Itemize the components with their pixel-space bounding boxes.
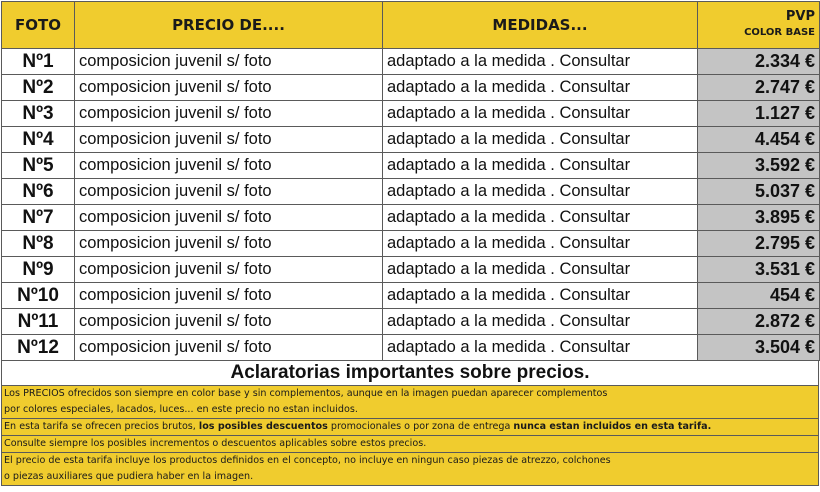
row-pvp-cell: 454 €: [698, 283, 820, 309]
row-medidas-cell: adaptado a la medida . Consultar: [383, 231, 698, 257]
row-medidas-cell: adaptado a la medida . Consultar: [383, 153, 698, 179]
row-foto-cell: Nº8: [2, 231, 75, 257]
note-1-line-2: por colores especiales, lacados, luces... en este precio no estan incluidos.: [4, 404, 358, 415]
table-row: [2, 205, 820, 231]
table-row: [2, 101, 820, 127]
notes-section: [1, 385, 819, 486]
row-medidas-cell: adaptado a la medida . Consultar: [383, 257, 698, 283]
row-precio-cell: composicion juvenil s/ foto: [75, 309, 383, 335]
row-precio-cell: composicion juvenil s/ foto: [75, 127, 383, 153]
price-table: [1, 1, 820, 361]
table-row: [2, 49, 820, 75]
row-foto-cell: Nº1: [2, 49, 75, 75]
row-foto-cell: Nº3: [2, 101, 75, 127]
row-pvp-cell: 2.334 €: [698, 49, 820, 75]
row-foto-cell: Nº10: [2, 283, 75, 309]
row-medidas-cell: adaptado a la medida . Consultar: [383, 75, 698, 101]
note-1: [1, 385, 819, 419]
row-foto-cell: Nº12: [2, 335, 75, 361]
row-foto-cell: Nº2: [2, 75, 75, 101]
table-row: [2, 179, 820, 205]
table-row: [2, 153, 820, 179]
row-medidas-cell: adaptado a la medida . Consultar: [383, 49, 698, 75]
header-pvp: [698, 2, 820, 49]
price-sheet: [1, 1, 819, 486]
row-medidas-cell: adaptado a la medida . Consultar: [383, 205, 698, 231]
table-row: [2, 283, 820, 309]
row-medidas-cell: adaptado a la medida . Consultar: [383, 127, 698, 153]
table-header-row: [2, 2, 820, 49]
header-precio: PRECIO DE....: [75, 2, 383, 49]
row-medidas-cell: adaptado a la medida . Consultar: [383, 283, 698, 309]
row-precio-cell: composicion juvenil s/ foto: [75, 49, 383, 75]
table-row: [2, 75, 820, 101]
row-foto-cell: Nº6: [2, 179, 75, 205]
row-foto-cell: Nº5: [2, 153, 75, 179]
row-pvp-cell: 4.454 €: [698, 127, 820, 153]
table-row: [2, 231, 820, 257]
header-pvp-label: PVP: [785, 9, 815, 24]
table-row: [2, 257, 820, 283]
row-pvp-cell: 3.895 €: [698, 205, 820, 231]
note-4-line-1: El precio de esta tarifa incluye los productos definidos en el concepto, no incluye en ningun caso piezas de atrezzo, colchones: [4, 455, 611, 466]
table-row: [2, 335, 820, 361]
row-pvp-cell: 3.531 €: [698, 257, 820, 283]
row-pvp-cell: 2.872 €: [698, 309, 820, 335]
row-precio-cell: composicion juvenil s/ foto: [75, 283, 383, 309]
row-foto-cell: Nº9: [2, 257, 75, 283]
header-color-base-label: COLOR BASE: [744, 27, 815, 38]
row-foto-cell: Nº4: [2, 127, 75, 153]
notes-title: Aclaratorias importantes sobre precios.: [1, 361, 819, 385]
row-foto-cell: Nº7: [2, 205, 75, 231]
note-3: Consulte siempre los posibles incrementos o descuentos aplicables sobre estos precios.: [1, 436, 819, 453]
note-2-bold-descuentos: los posibles descuentos: [198, 421, 328, 432]
row-pvp-cell: 5.037 €: [698, 179, 820, 205]
table-row: [2, 309, 820, 335]
note-1-line-1: Los PRECIOS ofrecidos son siempre en color base y sin complementos, aunque en la imagen puedan aparecer complementos: [4, 388, 608, 399]
row-precio-cell: composicion juvenil s/ foto: [75, 101, 383, 127]
row-precio-cell: composicion juvenil s/ foto: [75, 205, 383, 231]
row-pvp-cell: 2.747 €: [698, 75, 820, 101]
row-pvp-cell: 1.127 €: [698, 101, 820, 127]
header-foto: FOTO: [2, 2, 75, 49]
row-precio-cell: composicion juvenil s/ foto: [75, 179, 383, 205]
note-2: [1, 419, 819, 436]
table-row: [2, 127, 820, 153]
header-medidas: MEDIDAS...: [383, 2, 698, 49]
note-2-text-a: En esta tarifa se ofrecen precios brutos,: [4, 421, 199, 432]
row-foto-cell: Nº11: [2, 309, 75, 335]
row-precio-cell: composicion juvenil s/ foto: [75, 257, 383, 283]
row-precio-cell: composicion juvenil s/ foto: [75, 335, 383, 361]
row-medidas-cell: adaptado a la medida . Consultar: [383, 335, 698, 361]
row-precio-cell: composicion juvenil s/ foto: [75, 231, 383, 257]
note-4: [1, 453, 819, 486]
note-2-bold-nunca: nunca estan incluidos en esta tarifa.: [513, 421, 712, 432]
row-pvp-cell: 3.592 €: [698, 153, 820, 179]
note-4-line-2: o piezas auxiliares que pudiera haber en la imagen.: [4, 471, 254, 482]
row-medidas-cell: adaptado a la medida . Consultar: [383, 101, 698, 127]
row-precio-cell: composicion juvenil s/ foto: [75, 153, 383, 179]
row-precio-cell: composicion juvenil s/ foto: [75, 75, 383, 101]
note-2-text-c: promocionales o por zona de entrega: [327, 421, 514, 432]
row-medidas-cell: adaptado a la medida . Consultar: [383, 179, 698, 205]
row-pvp-cell: 2.795 €: [698, 231, 820, 257]
row-medidas-cell: adaptado a la medida . Consultar: [383, 309, 698, 335]
row-pvp-cell: 3.504 €: [698, 335, 820, 361]
